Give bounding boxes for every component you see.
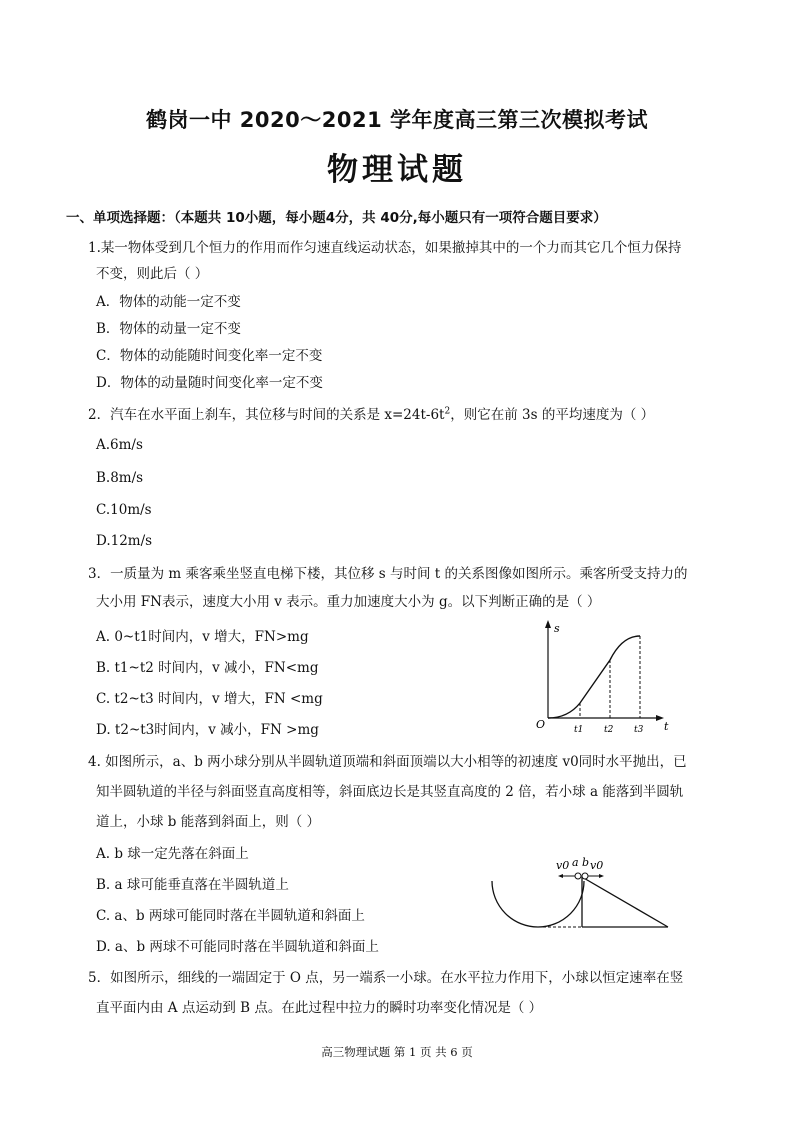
page-footer: 高三物理试题 第 1 页 共 6 页 [321, 1045, 473, 1059]
label-b: b [582, 856, 590, 869]
q1-stem-line1: 1.某一物体受到几个恒力的作用而作匀速直线运动状态，如果撤掉其中的一个力而其它几个恒力保持 [88, 240, 682, 256]
q3-st-graph [530, 618, 675, 736]
origin-label: O [536, 718, 546, 731]
q1-option-d: D．物体的动量随时间变化率一定不变 [96, 375, 323, 391]
ball-b [582, 873, 588, 879]
incline-slope [582, 877, 668, 927]
arrow-right-head [599, 874, 604, 878]
page-title: 鹤岗一中 2020～2021 学年度高三第三次模拟考试 [145, 108, 648, 132]
q2-stem [88, 403, 654, 423]
q4-option-b: B. a 球可能垂直落在半圆轨道上 [96, 877, 289, 893]
q3-option-a: A. 0~t1时间内，v 增大，FN>mg [96, 629, 309, 645]
tick-t1: t1 [574, 725, 584, 735]
ball-a [575, 873, 581, 879]
q1-stem-line2: 不变，则此后（ ） [96, 266, 209, 282]
q2-stem-post: ，则它在前 3s 的平均速度为（ ） [450, 407, 655, 423]
q2-stem-sup: 2 [444, 406, 451, 417]
x-axis-label: t [664, 720, 669, 733]
y-axis-arrow [545, 620, 551, 628]
q4-option-a: A. b 球一定先落在斜面上 [96, 846, 249, 862]
label-a: a [572, 856, 579, 869]
q5-stem-line1: 5．如图所示，细线的一端固定于 O 点，另一端系一小球。在水平拉力作用下，小球以恒定速率在竖 [88, 970, 684, 986]
q1-option-b: B．物体的动量一定不变 [96, 321, 241, 337]
y-axis-label: s [554, 622, 560, 635]
q1-option-c: C．物体的动能随时间变化率一定不变 [96, 348, 323, 364]
q2-option-c: C.10m/s [96, 502, 152, 518]
q2-option-d: D.12m/s [96, 533, 153, 549]
q4-option-d: D. a、b 两球不可能同时落在半圆轨道和斜面上 [96, 939, 379, 955]
q5-stem-line2: 直平面内由 A 点运动到 B 点。在此过程中拉力的瞬时功率变化情况是（ ） [96, 1000, 543, 1016]
q2-option-b: B.8m/s [96, 470, 144, 486]
q4-track-figure [486, 855, 676, 935]
q1-option-a: A．物体的动能一定不变 [96, 294, 241, 310]
q2-option-a: A.6m/s [96, 437, 143, 453]
x-axis-arrow [656, 715, 664, 721]
q4-stem-line1: 4. 如图所示，a、b 两小球分别从半圆轨道顶端和斜面顶端以大小相等的初速度 v0同时水平抛出，已 [88, 754, 687, 770]
semicircle-track [492, 881, 584, 927]
q2-stem-pre: 2．汽车在水平面上刹车，其位移与时间的关系是 x=24t-6t [88, 407, 445, 423]
q4-option-c: C. a、b 两球可能同时落在半圆轨道和斜面上 [96, 908, 365, 924]
label-v0-left: v0 [556, 859, 570, 872]
st-curve [548, 636, 640, 718]
tick-t2: t2 [604, 725, 614, 735]
q3-stem-line2: 大小用 FN表示，速度大小用 v 表示。重力加速度大小为 g。以下判断正确的是（ ） [96, 594, 601, 610]
section-heading: 一、单项选择题：（本题共 10小题，每小题4分，共 40分,每小题只有一项符合题目要求） [66, 210, 607, 226]
arrow-left-head [558, 874, 563, 878]
q4-stem-line3: 道上，小球 b 能落到斜面上，则（ ） [96, 814, 321, 830]
q3-option-d: D. t2~t3时间内，v 减小，FN >mg [96, 722, 319, 738]
q3-option-c: C. t2~t3 时间内，v 增大，FN <mg [96, 691, 323, 707]
q3-stem-line1: 3．一质量为 m 乘客乘坐竖直电梯下楼，其位移 s 与时间 t 的关系图像如图所示。乘客所受支持力的 [88, 566, 688, 582]
label-v0-right: v0 [590, 859, 604, 872]
q3-option-b: B. t1~t2 时间内，v 减小，FN<mg [96, 660, 319, 676]
subject-title: 物理试题 [327, 152, 467, 188]
tick-t3: t3 [634, 725, 644, 735]
q4-stem-line2: 知半圆轨道的半径与斜面竖直高度相等，斜面底边长是其竖直高度的 2 倍，若小球 a 能落到半圆轨 [96, 784, 684, 800]
